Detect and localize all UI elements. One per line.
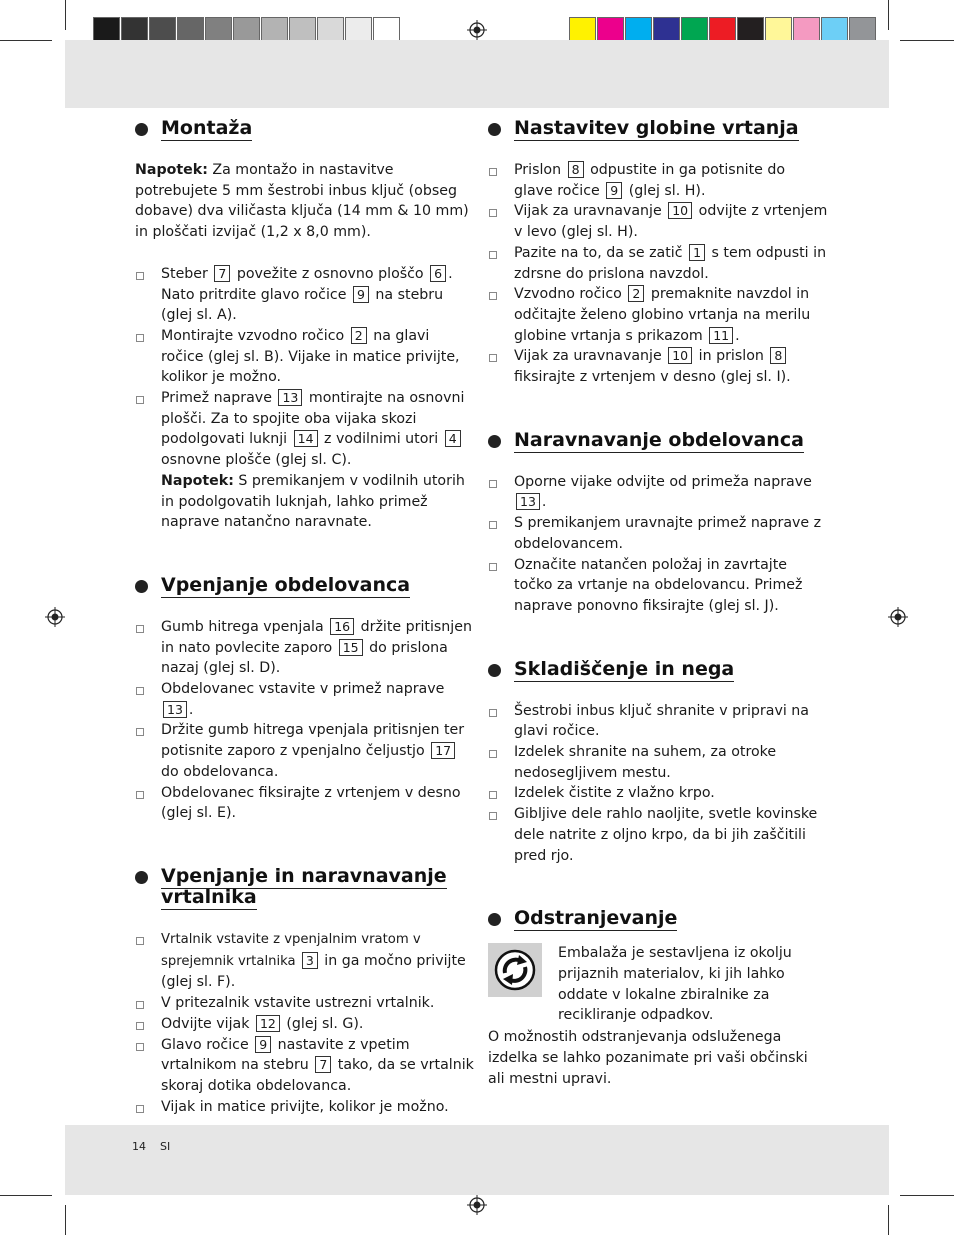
list-item: Obdelovanec fiksirajte z vrtenjem v desno (glej sl. E). [135,783,475,824]
checkbox-bullet-icon [136,625,144,633]
list-item: Montirajte vzvodno ročico 2 na glavi ročice (glej sl. B). Vijake in matice privijte, kolikor je možno. [135,326,475,388]
section-globina [488,118,828,388]
list-item: Označite natančen položaj in zavrtajte točko za vrtanje na obdelovancu. Primež naprave ponovno fiksirajte (glej sl. J). [488,555,828,617]
crop-mark [888,0,889,30]
section-montaza [135,118,475,533]
crop-mark [0,1195,52,1196]
section-heading: Vpenjanje in naravnavanje vrtalnika [135,866,475,908]
language-code: SI [160,1140,171,1153]
checkbox-bullet-icon [489,791,497,799]
list-item: Steber 7 povežite z osnovno ploščo 6 . Nato pritrdite glavo ročice 9 na stebru (glej sl. A). [135,264,475,326]
list-item: Odvijte vijak 12 (glej sl. G). [135,1014,475,1035]
bullet-icon [488,123,501,136]
header-band [65,40,889,108]
list-item: Primež naprave 13 montirajte na osnovni plošči. Za to spojite oba vijaka skozi podolgovati luknji 14 z vodilnimi utori 4 osnovne plošče (glej sl. C). [135,388,475,471]
left-column [135,118,475,1117]
checkbox-bullet-icon [136,791,144,799]
registration-mark-icon [45,607,65,627]
checkbox-bullet-icon [136,687,144,695]
checkbox-bullet-icon [489,750,497,758]
disposal-text: O možnostih odstranjevanja odsluženega izdelka se lahko pozanimate pri vaši občinski ali mestni upravi. [488,1029,808,1087]
section-heading: Montaža [135,118,475,139]
checkbox-bullet-icon [136,1022,144,1030]
list-item: Gumb hitrega vpenjala 16 držite pritisnjen in nato povlecite zaporo 15 do prislona nazaj (glej sl. D). [135,617,475,679]
section-vrtalnik [135,866,475,1117]
list-item: Obdelovanec vstavite v primež naprave 13 . [135,679,475,720]
section-heading: Skladiščenje in nega [488,659,828,680]
list-item: Vijak za uravnavanje 10 odvijte z vrtenjem v levo (glej sl. H). [488,201,828,242]
section-heading: Vpenjanje obdelovanca [135,575,475,596]
list-item: Vzvodno ročico 2 premaknite navzdol in odčitajte želeno globino vrtanja na merilu globine vrtanja s prikazom 11 . [488,284,828,346]
list-item: Vrtalnik vstavite z vpenjalnim vratom v sprejemnik vrtalnika 3 in ga močno privijte (glej sl. F). [135,929,475,993]
checkbox-bullet-icon [489,563,497,571]
checkbox-bullet-icon [136,728,144,736]
footer-band [65,1125,889,1195]
registration-mark-icon [888,607,908,627]
checkbox-bullet-icon [136,937,144,945]
list-item: Gibljive dele rahlo naoljite, svetle kovinske dele natrite z oljno krpo, da bi jih zaščitili pred rjo. [488,804,828,866]
recycling-symbol-icon [488,943,542,997]
checkbox-bullet-icon [136,1001,144,1009]
list-item: Šestrobi inbus ključ shranite v pripravi na glavi ročice. [488,701,828,742]
checkbox-bullet-icon [136,1105,144,1113]
section-vpenjanje [135,575,475,824]
checkbox-bullet-icon [136,272,144,280]
recycling-block [488,943,828,1027]
list-item: Pazite na to, da se zatič 1 s tem odpusti in zdrsne do prislona navzdol. [488,243,828,284]
page-number: 14 [132,1140,146,1153]
list-item: Glavo ročice 9 nastavite z vpetim vrtalnikom na stebru 7 tako, da se vrtalnik skoraj dotika obdelovanca. [135,1035,475,1097]
crop-mark [0,40,52,41]
list-item: Izdelek shranite na suhem, za otroke nedosegljivem mestu. [488,742,828,783]
section-naravnavanje [488,430,828,617]
list-item: Vijak in matice privijte, kolikor je možno. [135,1097,475,1118]
section-heading: Nastavitev globine vrtanja [488,118,828,139]
list-item: Oporne vijake odvijte od primeža naprave 13 . [488,472,828,513]
list-item: Prislon 8 odpustite in ga potisnite do glave ročice 9 (glej sl. H). [488,160,828,201]
checkbox-bullet-icon [489,709,497,717]
recycling-text: Embalaža je sestavljena iz okolju prijaznih materialov, ki jih lahko oddate v lokalne zbiralnike za recikliranje odpadkov. [558,945,792,1024]
checkbox-bullet-icon [489,209,497,217]
list-item: Izdelek čistite z vlažno krpo. [488,783,828,804]
section-heading: Odstranjevanje [488,908,828,929]
bullet-icon [488,435,501,448]
section-skladiscenje [488,659,828,867]
list-item-note: Napotek: S premikanjem v vodilnih utorih in podolgovatih luknjah, lahko primež naprave natančno naravnate. [161,472,465,531]
checkbox-bullet-icon [136,1043,144,1051]
checkbox-bullet-icon [489,251,497,259]
checkbox-bullet-icon [489,480,497,488]
crop-mark [900,1195,954,1196]
checkbox-bullet-icon [489,812,497,820]
checkbox-bullet-icon [489,521,497,529]
checkbox-bullet-icon [136,334,144,342]
list-item: S premikanjem uravnajte primež naprave z obdelovancem. [488,513,828,554]
section-odstranjevanje [488,908,828,1089]
checkbox-bullet-icon [489,168,497,176]
checkbox-bullet-icon [136,396,144,404]
right-column [488,118,828,1089]
crop-mark [65,1205,66,1235]
bullet-icon [488,664,501,677]
registration-mark-icon [467,20,487,40]
bullet-icon [135,580,148,593]
list-item: Držite gumb hitrega vpenjala pritisnjen ter potisnite zaporo z vpenjalno čeljustjo 17 do obdelovanca. [135,720,475,782]
bullet-icon [488,913,501,926]
crop-mark [888,1205,889,1235]
section-heading: Naravnavanje obdelovanca [488,430,828,451]
bullet-icon [135,871,148,884]
bullet-icon [135,123,148,136]
list-item: Vijak za uravnavanje 10 in prislon 8 fiksirajte z vrtenjem v desno (glej sl. I). [488,346,828,387]
checkbox-bullet-icon [489,354,497,362]
crop-mark [900,40,954,41]
checkbox-bullet-icon [489,292,497,300]
crop-mark [65,0,66,30]
list-item: V pritezalnik vstavite ustrezni vrtalnik. [135,993,475,1014]
note-paragraph: Napotek: Za montažo in nastavitve potrebujete 5 mm šestrobi inbus ključ (obseg dobave) dva viličasta ključa (14 mm & 10 mm) in ploščati izvijač (1,2 x 8,0 mm). [135,162,469,241]
registration-mark-icon [467,1195,487,1215]
